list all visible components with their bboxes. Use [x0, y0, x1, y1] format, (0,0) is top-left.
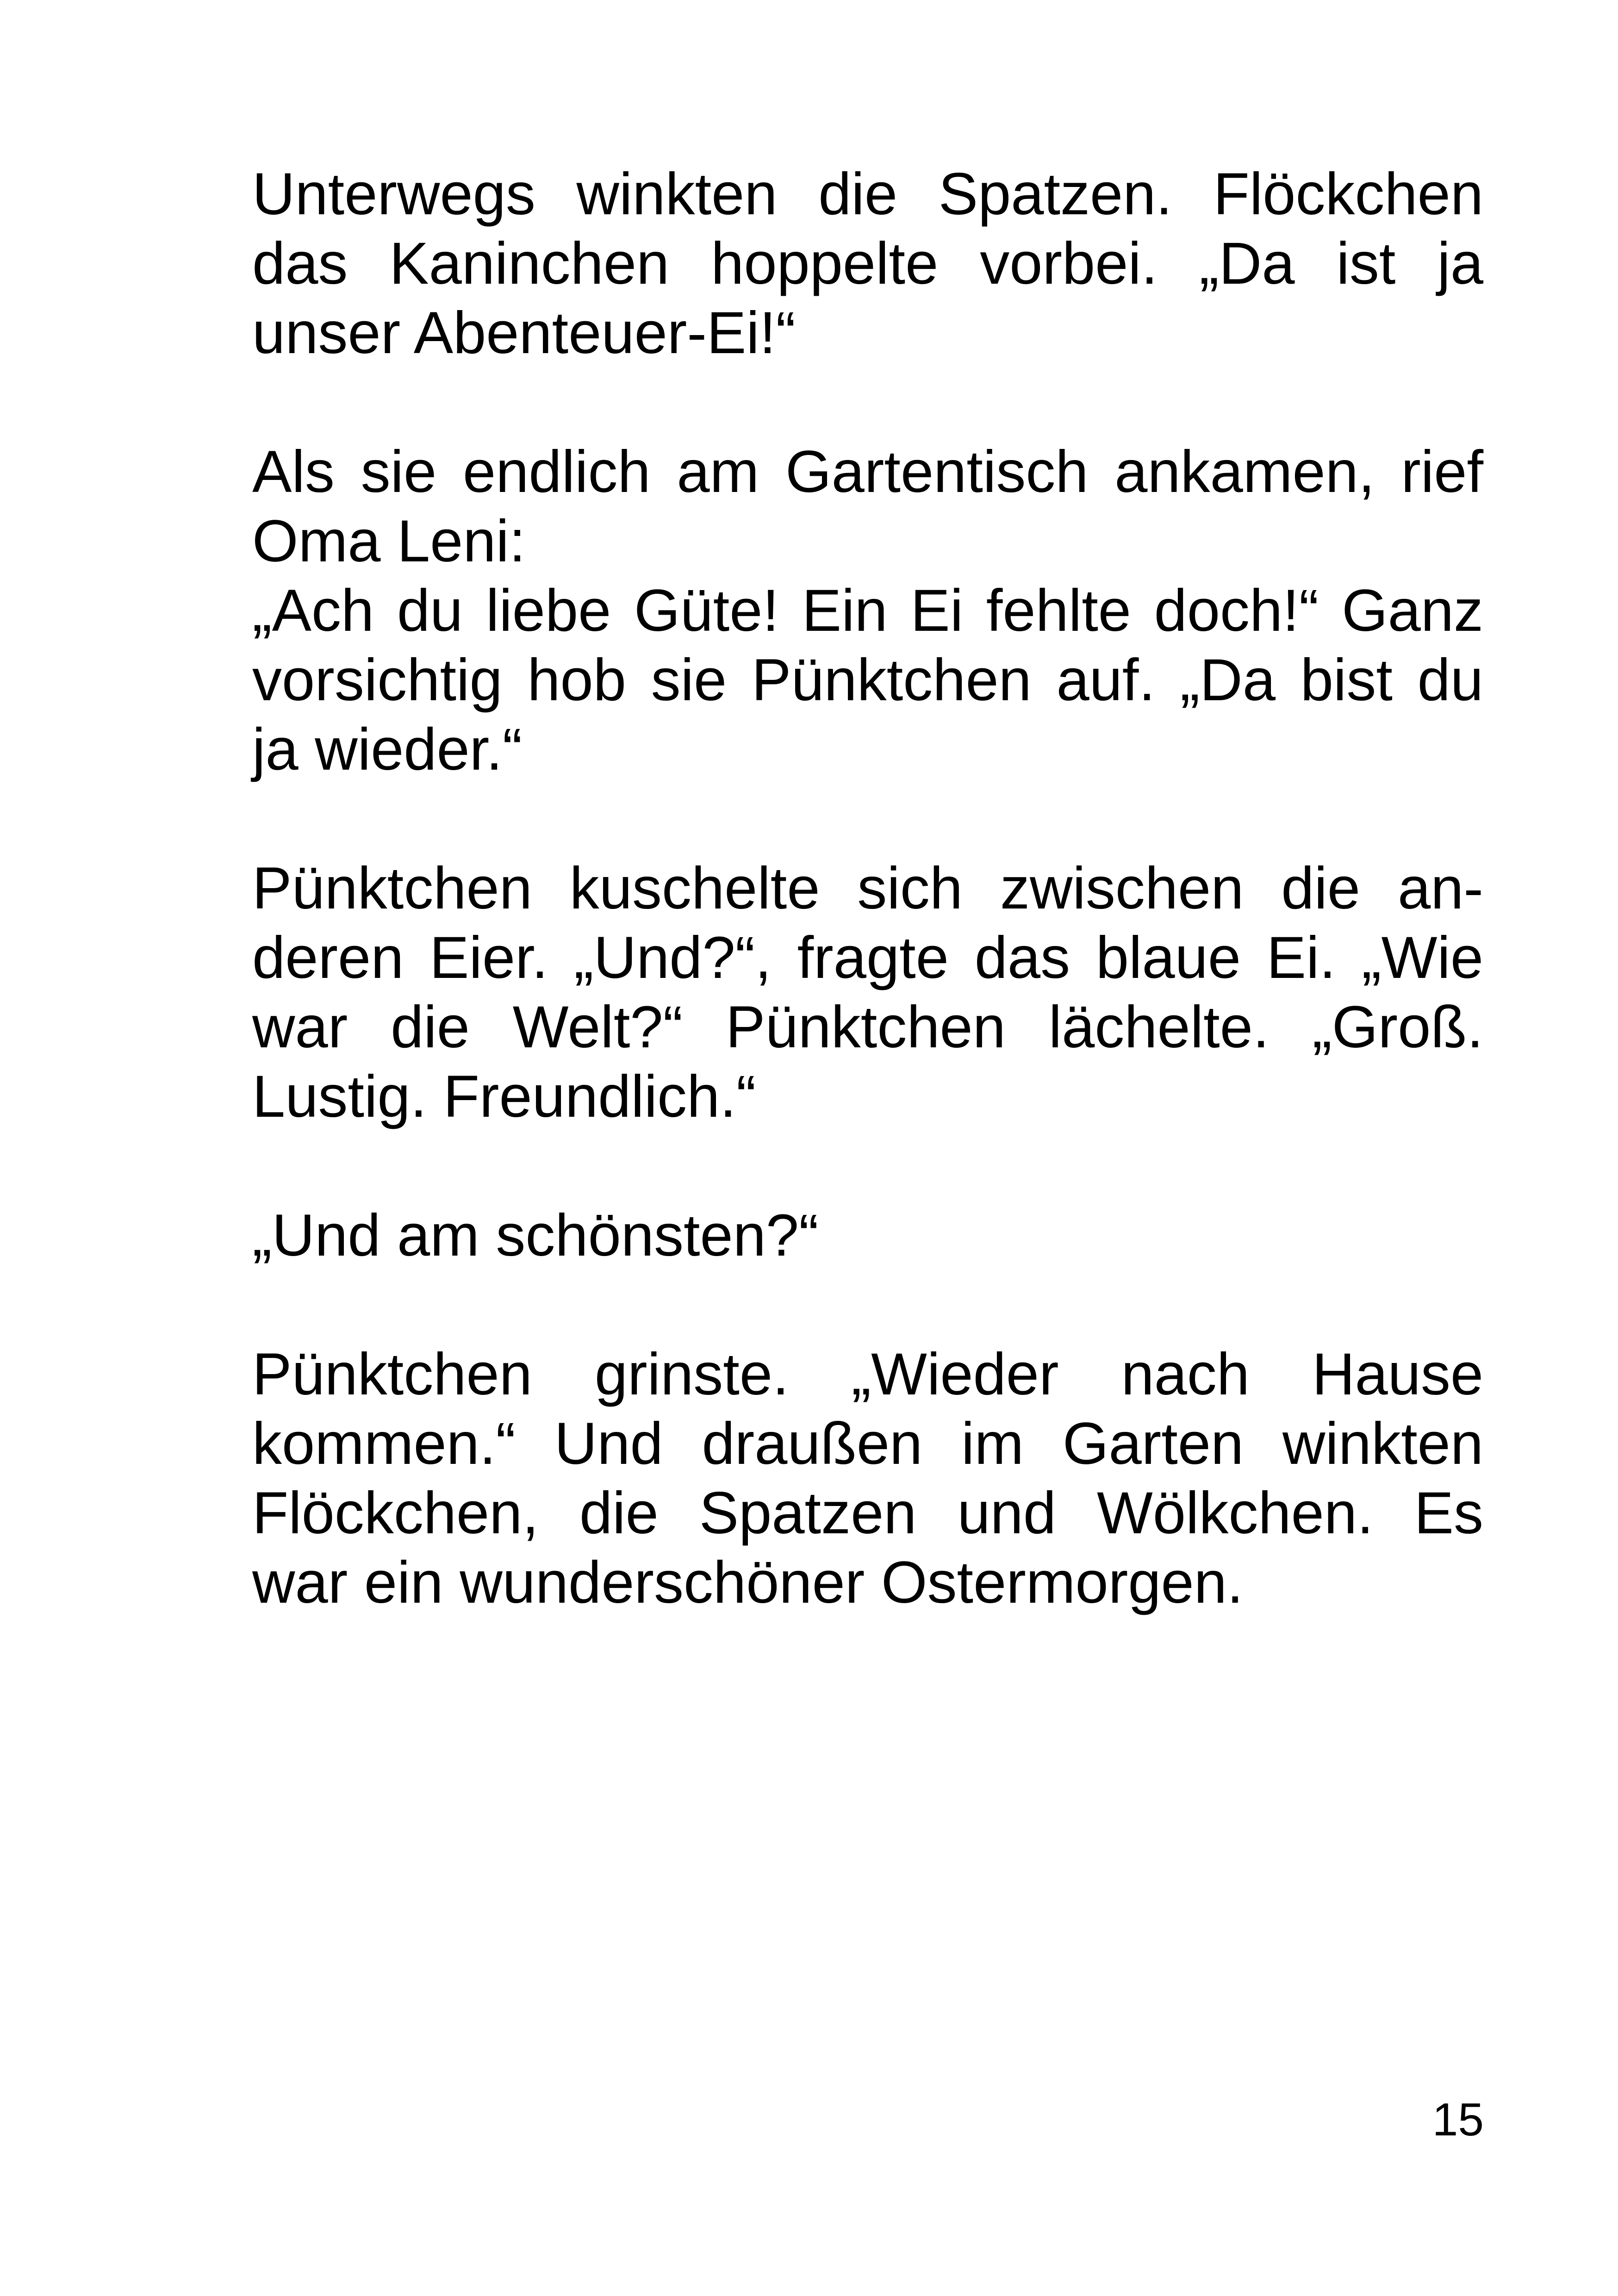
text-line: das Kaninchen hoppelte vorbei. „Da ist ja [252, 230, 1483, 297]
story-text [252, 160, 1483, 1618]
text-line: Pünktchen grinste. „Wieder nach Hause [252, 1341, 1483, 1407]
page-number: 15 [1432, 2094, 1484, 2146]
paragraph-1 [252, 160, 1483, 368]
paragraph-4 [252, 1201, 1483, 1270]
text-line: Pünktchen kuschelte sich zwischen die an- [252, 855, 1483, 921]
text-line: kommen.“ Und draußen im Garten winkten [252, 1411, 1483, 1477]
text-line: Unterwegs winkten die Spatzen. Flöckchen [252, 161, 1483, 227]
text-line: „Ach du liebe Güte! Ein Ei fehlte doch!“ Ganz [252, 578, 1483, 644]
paragraph-3 [252, 854, 1483, 1132]
text-line: Flöckchen, die Spatzen und Wölkchen. Es [252, 1480, 1483, 1546]
text-line: Lustig. Freundlich.“ [252, 1064, 756, 1130]
text-line: „Und am schönsten?“ [252, 1202, 819, 1269]
text-line: vorsichtig hob sie Pünktchen auf. „Da bist du [252, 647, 1483, 713]
text-line: war die Welt?“ Pünktchen lächelte. „Groß. [252, 994, 1483, 1060]
text-line: Als sie endlich am Gartentisch ankamen, rief [252, 439, 1483, 505]
paragraph-5 [252, 1340, 1483, 1618]
paragraph-2 [252, 437, 1483, 784]
text-line: war ein wunderschöner Ostermorgen. [252, 1549, 1244, 1616]
text-line: deren Eier. „Und?“, fragte das blaue Ei. „Wie [252, 925, 1483, 991]
text-line: ja wieder.“ [252, 716, 523, 783]
text-line: unser Abenteuer-Ei!“ [252, 300, 796, 366]
text-line: Oma Leni: [252, 508, 526, 574]
